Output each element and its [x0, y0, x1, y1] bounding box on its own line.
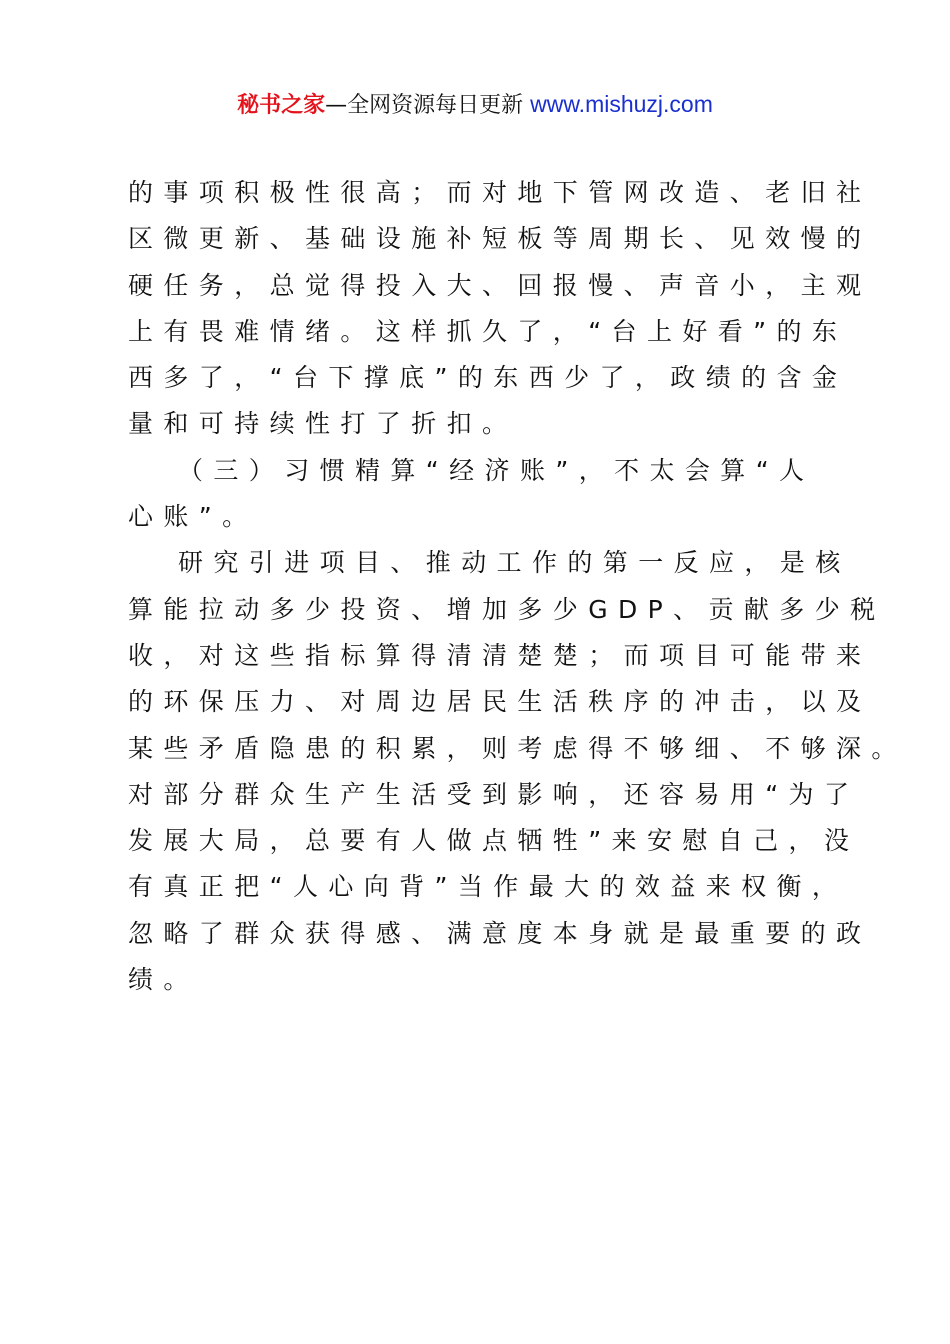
- site-url-link[interactable]: www.mishuzj.com: [530, 91, 713, 117]
- header-slogan: —全网资源每日更新: [325, 93, 531, 118]
- text-line: 量和可持续性打了折扣。: [128, 409, 518, 439]
- text-line: 忽略了群众获得感、满意度本身就是最重要的政: [128, 918, 872, 948]
- text-line: 的环保压力、对周边居民生活秩序的冲击，以及: [128, 687, 872, 717]
- text-line: 区微更新、基础设施补短板等周期长、见效慢的: [128, 224, 872, 254]
- brand-name: 秘书之家: [237, 93, 326, 118]
- site-header: [0, 88, 950, 122]
- text-line: 对部分群众生产生活受到影响，还容易用“为了: [128, 779, 860, 809]
- text-line: 发展大局，总要有人做点牺牲”来安慰自己，没: [128, 826, 860, 856]
- text-line: 上有畏难情绪。这样抓久了，“台上好看”的东: [128, 316, 848, 346]
- text-line: 算能拉动多少投资、增加多少GDP、贡献多少税: [128, 594, 886, 624]
- text-line: 西多了，“台下撑底”的东西少了，政绩的含金: [128, 363, 848, 393]
- text-line: 的事项积极性很高；而对地下管网改造、老旧社: [128, 178, 872, 207]
- text-line: 硬任务，总觉得投入大、回报慢、声音小，主观: [128, 270, 872, 300]
- section-heading: （三）习惯精算“经济账”，不太会算“人: [178, 455, 815, 485]
- text-line: 绩。: [128, 965, 199, 995]
- document-body: [128, 170, 907, 1003]
- paragraph-first-line: 研究引进项目、推动工作的第一反应，是核: [178, 548, 851, 578]
- text-line: 收，对这些指标算得清清楚楚；而项目可能带来: [128, 640, 872, 670]
- text-line: 某些矛盾隐患的积累，则考虑得不够细、不够深。: [128, 733, 907, 763]
- section-heading-continued: 心账”。: [128, 502, 258, 532]
- text-line: 有真正把“人心向背”当作最大的效益来权衡，: [128, 872, 848, 902]
